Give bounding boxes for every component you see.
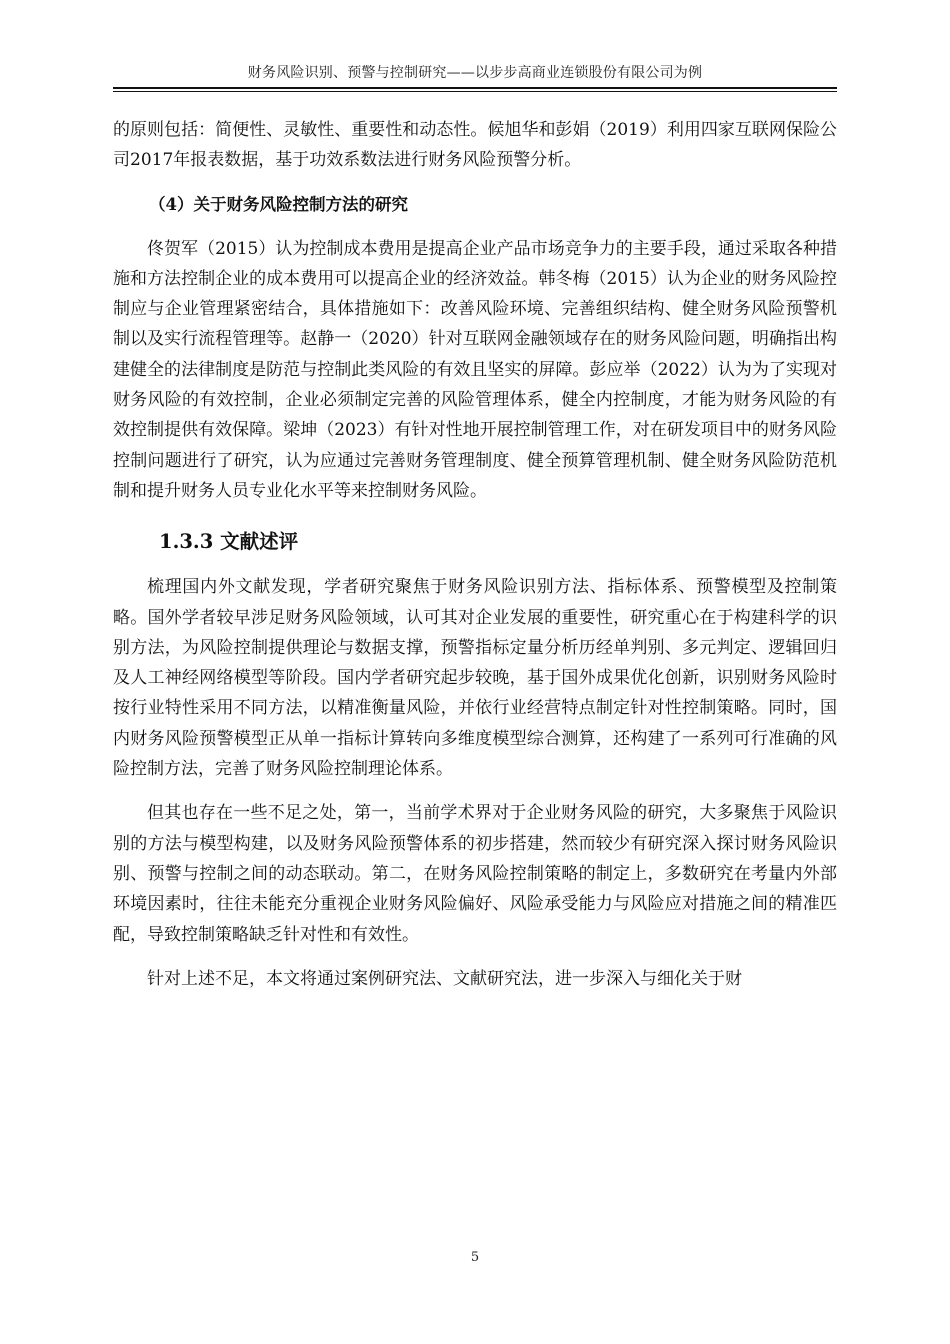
- subsection-heading-control-methods: （4）关于财务风险控制方法的研究: [149, 194, 408, 214]
- running-header: 财务风险识别、预警与控制研究——以步步高商业连锁股份有限公司为例: [247, 65, 703, 81]
- header-rule-thin: [113, 91, 837, 92]
- paragraph-control-methods: 佟贺军（2015）认为控制成本费用是提高企业产品市场竞争力的主要手段，通过采取各种措施和方法控制企业的成本费用可以提高企业的经济效益。韩冬梅（2015）认为企业的财务风险控制应与企业管理紧密结合，具体措施如下：改善风险环境、完善组织结构、健全财务风险预警机制以及实行流程管理等。赵静一（2020）针对互联网金融领域存在的财务风险问题，明确指出构建健全的法律制度是防范与控制此类风险的有效且坚实的屏障。彭应举（2022）认为为了实现对财务风险的有效控制，企业必须制定完善的风险管理体系，健全内控制度，才能为财务风险的有效控制提供有效保障。梁坤（2023）有针对性地开展控制管理工作，对在研发项目中的财务风险控制问题进行了研究，认为应通过完善财务管理制度、健全预算管理机制、健全财务风险防范机制和提升财务人员专业化水平等来控制财务风险。: [113, 238, 837, 501]
- header-rule-thick: [113, 87, 837, 89]
- page-number: 5: [470, 1250, 480, 1265]
- paragraph-review-summary: 梳理国内外文献发现，学者研究聚焦于财务风险识别方法、指标体系、预警模型及控制策略。国外学者较早涉足财务风险领域，认可其对企业发展的重要性，研究重心在于构建科学的识别方法，为风险控制提供理论与数据支撑，预警指标定量分析历经单判别、多元判定、逻辑回归及人工神经网络模型等阶段。国内学者研究起步较晚，基于国外成果优化创新，识别财务风险时按行业特性采用不同方法，以精准衡量风险，并依行业经营特点制定针对性控制策略。同时，国内财务风险预警模型正从单一指标计算转向多维度模型综合测算，还构建了一系列可行准确的风险控制方法，完善了财务风险控制理论体系。: [113, 577, 837, 780]
- paragraph-intro-continuation: 的原则包括：简便性、灵敏性、重要性和动态性。候旭华和彭娟（2019）利用四家互联网保险公司2017年报表数据，基于功效系数法进行财务风险预警分析。: [113, 120, 837, 171]
- paragraph-review-shortcomings: 但其也存在一些不足之处，第一，当前学术界对于企业财务风险的研究，大多聚焦于风险识别的方法与模型构建，以及财务风险预警体系的初步搭建，然而较少有研究深入探讨财务风险识别、预警与控制之间的动态联动。第二，在财务风险控制策略的制定上，多数研究在考量内外部环境因素时，往往未能充分重视企业财务风险偏好、风险承受能力与风险应对措施之间的精准匹配，导致控制策略缺乏针对性和有效性。: [113, 803, 837, 945]
- section-heading-literature-review: 1.3.3 文献述评: [159, 530, 299, 554]
- body-content: [113, 115, 837, 994]
- paragraph-review-approach: 针对上述不足，本文将通过案例研究法、文献研究法，进一步深入与细化关于财: [147, 968, 742, 989]
